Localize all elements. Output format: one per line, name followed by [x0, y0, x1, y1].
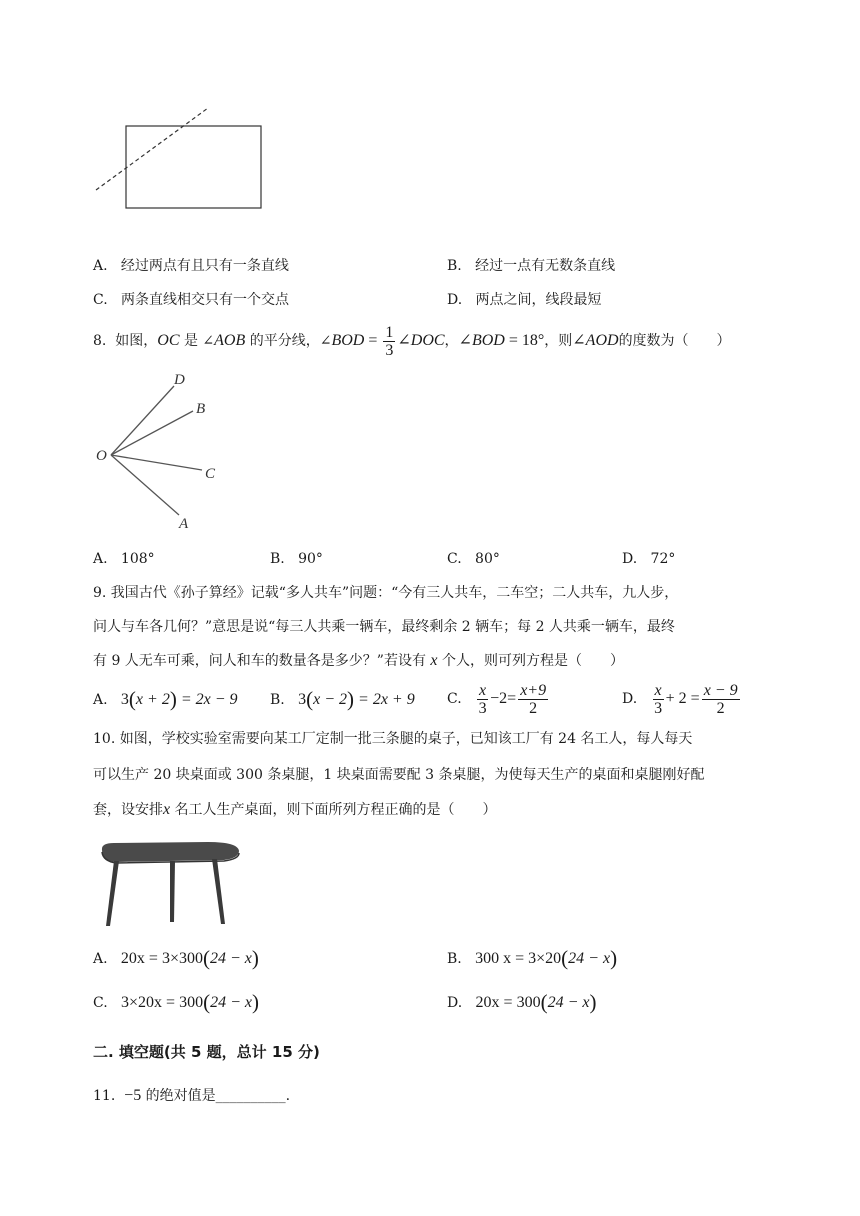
q8-separator: ，	[444, 333, 459, 349]
paren-open: (	[202, 946, 210, 970]
q8-stem-text: 如图，	[115, 333, 158, 349]
option-letter: B.	[447, 951, 462, 967]
q8-doc: ∠DOC	[397, 332, 445, 349]
label-b: B	[196, 401, 206, 417]
q8-option-c[interactable]	[447, 549, 500, 569]
q10-line-1: 10. 如图，学校实验室需要向某工厂定制一批三条腿的桌子，已知该工厂有 24 名工人，每人每天	[93, 731, 693, 747]
math-part: 20x = 300	[475, 994, 541, 1011]
option-math	[120, 687, 238, 711]
label-a: A	[179, 516, 189, 532]
math-part: 300 x = 3×20	[475, 950, 562, 967]
paren-open: (	[561, 946, 569, 970]
option-text: 90°	[298, 551, 323, 567]
q10-option-c[interactable]	[93, 987, 259, 1017]
q8-stem-text: ，则	[544, 333, 573, 349]
option-math	[475, 946, 618, 970]
fraction-denominator: 3	[654, 699, 663, 717]
math-part: −2=	[490, 690, 517, 707]
q8-stem-text: 的度数为（ ）	[618, 333, 731, 349]
q11-number: 11.	[93, 1088, 116, 1104]
q7-dashed-line	[96, 108, 208, 190]
q11-end: .	[285, 1088, 291, 1104]
option-letter: D.	[622, 551, 638, 567]
q8-aob: AOB	[214, 332, 246, 349]
option-letter: C.	[93, 292, 108, 308]
paren-close: )	[251, 990, 259, 1014]
ray-ob	[111, 411, 193, 455]
q7-rectangle	[126, 126, 261, 208]
math-part: 24 − x	[210, 994, 252, 1011]
fraction-numerator: x	[479, 681, 487, 699]
q10-line-2: 可以生产 20 块桌面或 300 条桌腿，1 块桌面需要配 3 条桌腿，为使每天生产的桌面和桌腿刚好配	[93, 767, 705, 783]
option-letter: A.	[93, 951, 108, 967]
q9-text: 个人，则可列方程是（ ）	[437, 653, 624, 669]
q8-aod: ∠AOD	[572, 332, 619, 349]
fraction-denominator: 2	[716, 699, 725, 717]
paren-open: (	[540, 990, 548, 1014]
paren-open: (	[306, 687, 314, 711]
math-part: = 2x − 9	[176, 691, 238, 708]
option-math	[120, 946, 259, 970]
option-text: 72°	[650, 551, 676, 567]
math-part: x + 2	[135, 691, 170, 708]
option-math	[475, 990, 597, 1014]
q8-oc: OC	[157, 332, 180, 349]
option-letter: D.	[447, 292, 463, 308]
option-letter: D.	[447, 995, 463, 1011]
option-text: 80°	[475, 551, 500, 567]
option-text: 两点之间，线段最短	[475, 292, 602, 308]
option-math	[298, 687, 415, 711]
q8-stem	[93, 321, 731, 361]
option-letter: B.	[270, 551, 285, 567]
fraction-denominator: 3	[478, 699, 487, 717]
q7-option-c[interactable]	[93, 290, 289, 310]
fraction-denominator: 2	[529, 699, 538, 717]
q8-option-a[interactable]	[93, 549, 155, 569]
section-heading: 二. 填空题(共 5 题，总计 15 分)	[93, 1043, 320, 1061]
paren-close: )	[347, 687, 355, 711]
option-text: 两条直线相交只有一个交点	[121, 292, 290, 308]
q11-value: −5	[124, 1087, 142, 1104]
option-letter: B.	[270, 692, 285, 708]
option-math	[121, 990, 259, 1014]
ray-od	[111, 386, 174, 455]
option-letter: C.	[93, 995, 108, 1011]
q11-stem	[93, 1086, 290, 1106]
fraction-denominator: 3	[385, 341, 394, 359]
math-part: 3×20x = 300	[121, 994, 204, 1011]
q9-variable-x: x	[430, 652, 438, 669]
q10-option-d[interactable]	[447, 987, 596, 1017]
q9-option-a[interactable]	[93, 684, 238, 714]
fraction	[518, 682, 548, 717]
q10-text: 名工人生产桌面，则下面所列方程正确的是（ ）	[170, 802, 497, 818]
option-letter: C.	[447, 551, 462, 567]
fraction	[477, 682, 488, 717]
q9-option-d[interactable]	[622, 680, 742, 718]
table-leg	[106, 861, 119, 926]
q9-text: 有 9 人无车可乘，问人和车的数量各是多少？”若设有	[93, 653, 431, 669]
paren-close: )	[589, 990, 597, 1014]
math-part: 3	[298, 691, 307, 708]
q9-option-c[interactable]	[447, 680, 550, 718]
q10-variable-x: x	[163, 801, 171, 818]
paren-close: )	[610, 946, 618, 970]
fraction	[702, 682, 740, 717]
q8-option-b[interactable]	[270, 549, 323, 569]
q7-option-d[interactable]	[447, 290, 602, 310]
label-d: D	[174, 372, 185, 388]
paren-open: (	[203, 990, 211, 1014]
q9-line-3	[93, 651, 624, 671]
fraction-numerator: x+9	[520, 681, 547, 699]
q10-option-b[interactable]	[447, 943, 617, 973]
option-letter: C.	[447, 691, 462, 707]
q8-stem-text: 是 ∠	[179, 333, 215, 349]
option-letter: A.	[93, 692, 108, 708]
q9-line-1: 9. 我国古代《孙子算经》记载“多人共车”问题：“今有三人共车，二车空；二人共车，九人步，	[93, 585, 679, 601]
q11-text: 的绝对值是	[141, 1088, 216, 1104]
option-text: 108°	[120, 551, 155, 567]
q8-equals: =	[364, 332, 382, 349]
table-leg	[212, 859, 225, 924]
fraction	[653, 682, 664, 717]
label-c: C	[205, 466, 216, 482]
option-text: 经过两点有且只有一条直线	[120, 258, 289, 274]
q8-number: 8.	[93, 333, 107, 349]
math-part: 24 − x	[547, 994, 590, 1011]
math-part: 3	[120, 691, 129, 708]
q7-figure	[90, 100, 280, 215]
q8-bod: BOD	[331, 332, 365, 349]
paren-close: )	[169, 687, 177, 711]
fraction-numerator: x	[654, 681, 662, 699]
option-letter: B.	[447, 258, 462, 274]
paren-open: (	[128, 687, 136, 711]
q10-line-3	[93, 800, 497, 820]
q9-option-b[interactable]	[270, 684, 415, 714]
math-part: = 2x + 9	[354, 691, 415, 708]
option-text: 经过一点有无数条直线	[475, 258, 616, 274]
q8-bod2: ∠BOD	[458, 332, 505, 349]
table-top	[102, 842, 239, 862]
fraction-numerator: x − 9	[703, 681, 738, 699]
q7-option-a[interactable]	[93, 256, 289, 276]
q8-fraction	[383, 324, 395, 359]
q8-value: = 18°	[504, 332, 545, 349]
answer-blank[interactable]: __________	[215, 1088, 286, 1104]
math-part: x − 2	[313, 691, 348, 708]
math-part: 24 − x	[209, 950, 252, 967]
option-letter: A.	[93, 551, 108, 567]
math-part: 24 − x	[568, 950, 611, 967]
q10-option-a[interactable]	[93, 943, 259, 973]
table-image	[96, 838, 246, 930]
fraction-numerator: 1	[385, 323, 394, 341]
q8-figure	[90, 368, 230, 538]
q8-stem-text: 的平分线，∠	[245, 333, 332, 349]
q7-option-b[interactable]	[447, 256, 615, 276]
q10-text: 套，设安排	[93, 802, 163, 818]
option-letter: D.	[622, 691, 638, 707]
math-part: 20x = 3×300	[120, 950, 203, 967]
table-leg	[170, 861, 175, 922]
q8-option-d[interactable]	[622, 549, 675, 569]
paren-close: )	[251, 946, 259, 970]
label-o: O	[96, 448, 107, 464]
math-part: + 2 =	[665, 690, 700, 707]
q9-line-2: 问人与车各几何？”意思是说“每三人共乘一辆车，最终剩余 2 辆车；每 2 人共乘一辆车，最终	[93, 619, 675, 635]
option-letter: A.	[93, 258, 108, 274]
